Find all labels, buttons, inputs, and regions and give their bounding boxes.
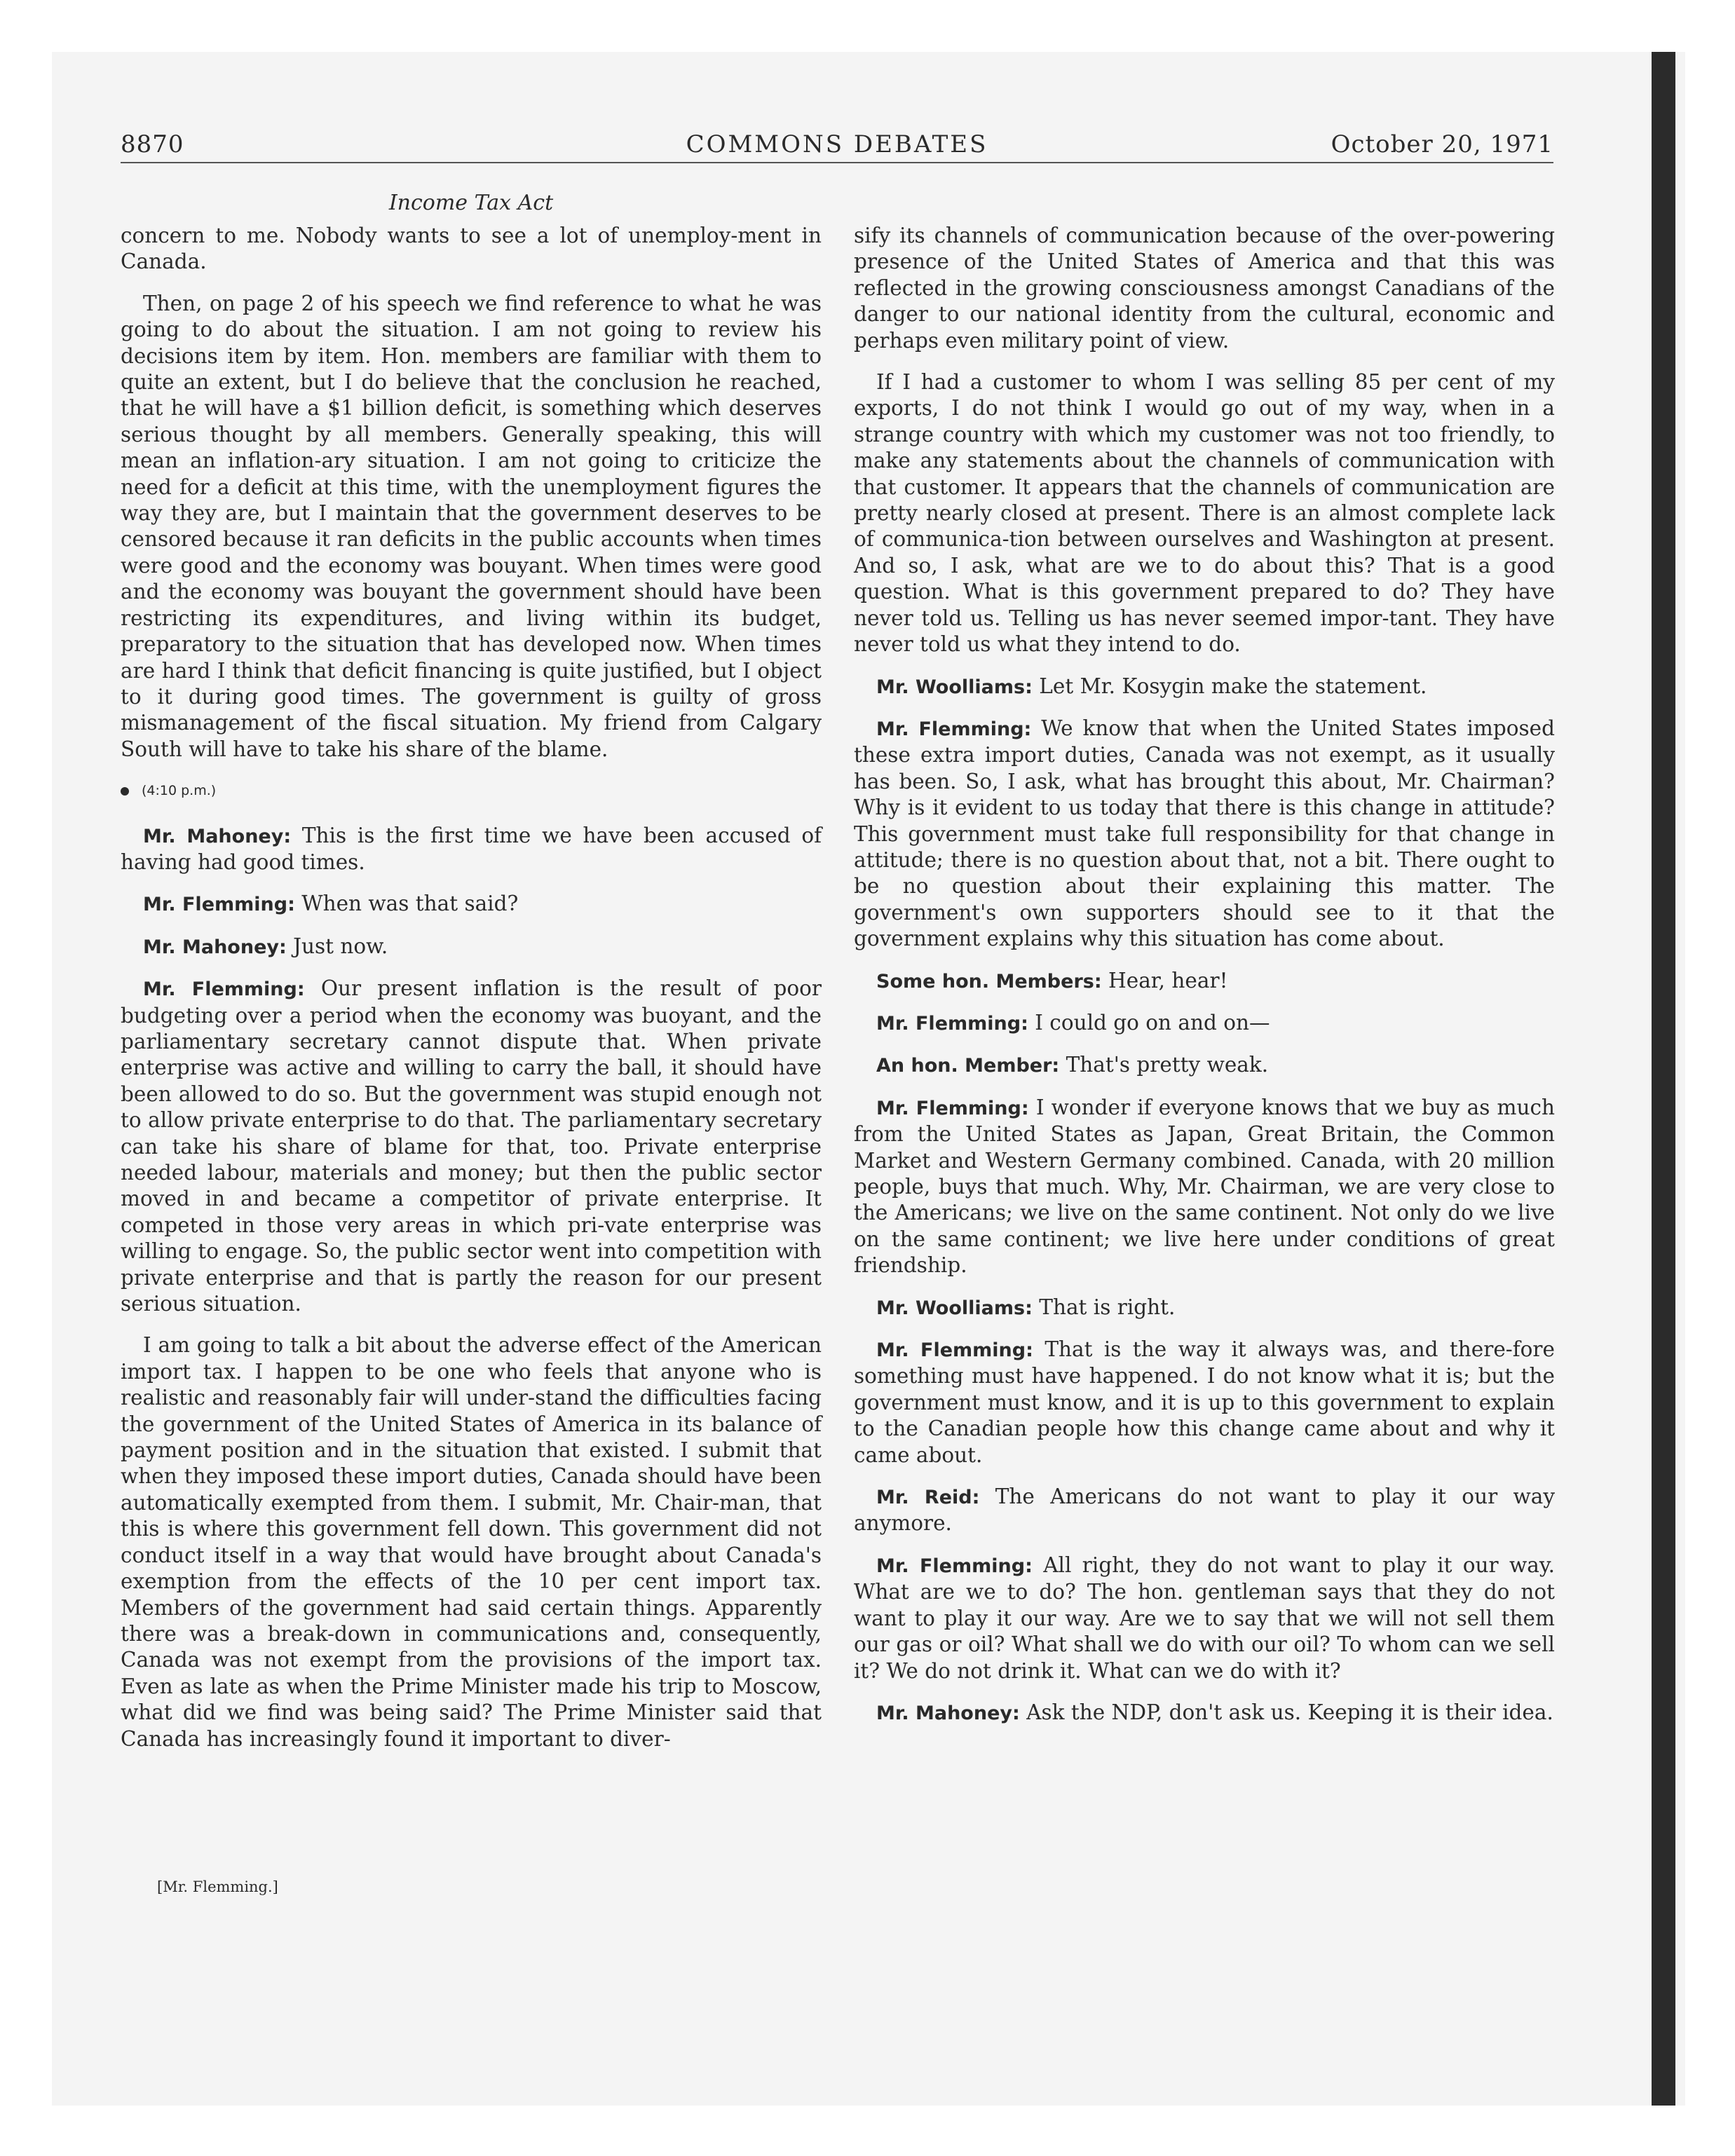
speaker-name: Some hon. Members: <box>876 970 1102 992</box>
speaker-name: Mr. Flemming: <box>876 718 1032 740</box>
time-stamp: (4:10 p.m.) <box>142 783 217 799</box>
speech <box>854 1337 1555 1468</box>
paragraph: If I had a customer to whom I was selling 85 per cent of my exports, I do not think I would go out of my way, when in a strange country with which my customer was not too friendly, to make any statements about the channels of communication with that customer. It appears that the channels of communication are pretty nearly closed at present. There is an almost complete lack of communica-tion between ourselves and Washington at present. And so, I ask, what are we to do about this? That is a good question. What is this government prepared to do? They have never told us. Telling us has never seemed impor-tant. They have never told us what they intend to do. <box>854 370 1555 657</box>
left-column <box>121 223 822 1768</box>
speaker-name: Mr. Mahoney: <box>876 1702 1020 1724</box>
scan-edge-shadow <box>1652 52 1675 2106</box>
speech <box>854 674 1555 700</box>
speech-text: Just now. <box>293 934 388 958</box>
bullet-icon <box>121 787 129 796</box>
speech <box>854 1295 1555 1321</box>
speaker-name: Mr. Flemming: <box>876 1097 1029 1119</box>
speech <box>854 1553 1555 1684</box>
publication-title: COMMONS DEBATES <box>686 130 988 158</box>
paragraph: concern to me. Nobody wants to see a lot of unemploy-ment in Canada. <box>121 224 822 274</box>
speaker-name: Mr. Flemming: <box>143 978 305 1001</box>
speech <box>854 968 1555 995</box>
speaker-name: Mr. Flemming: <box>143 894 295 916</box>
speech-text: That is the way it always was, and there-fore something must have happened. I do not know what it is; but the government must know, and it is up to this government to explain to the Canadian people how this change came about and why it came about. <box>854 1337 1555 1467</box>
speaker-name: Mr. Mahoney: <box>143 825 292 847</box>
speech <box>854 1052 1555 1079</box>
speaker-name: Mr. Flemming: <box>876 1339 1033 1362</box>
paragraph: sify its channels of communication because of the over-powering presence of the United States of America and that this was reflected in the growing consciousness amongst Canadians of the danger to our national identity from the cultural, economic and perhaps even military point of view. <box>854 224 1555 353</box>
speech-text: We know that when the United States imposed these extra import duties, Canada was not exempt, as it usually has been. So, I ask, what has brought this about, Mr. Chairman? Why is it evident to us today that there is this change in attitude? This government must take full responsibility for that change in attitude; there is no question about that, not a bit. There ought to be no question about their explaining this matter. The government's own supporters should see to it that the government explains why this situation has come about. <box>854 716 1555 951</box>
speech-text: This is the first time we have been accused of having had good times. <box>121 823 822 874</box>
page-number: 8870 <box>121 130 184 158</box>
speech-text: When was that said? <box>301 892 519 916</box>
speaker-name: Mr. Reid: <box>876 1487 980 1509</box>
speech <box>854 1484 1555 1537</box>
speech <box>854 716 1555 953</box>
time-marker <box>121 778 822 804</box>
running-title: Income Tax Act <box>388 191 554 215</box>
speech <box>121 976 822 1317</box>
speech <box>854 1700 1555 1726</box>
paragraph: Then, on page 2 of his speech we find reference to what he was going to do about the situation. I am not going to review his decisions item by item. Hon. members are familiar with them to quite an extent, but I do believe that the conclusion he reached, that he will have a $1 billion deficit, is something which deserves serious thought by all members. Generally speaking, this will mean an inflation-ary situation. I am not going to criticize the need for a deficit at this time, with the unemployment figures the way they are, but I maintain that the government deserves to be censored because it ran deficits in the public accounts when times were good and the economy was bouyant. When times were good and the economy was bouyant the government should have been restricting its expenditures, and living within its budget, preparatory to the situation that has developed now. When times are hard I think that deficit financing is quite justified, but I object to it during good times. The government is guilty of gross mismanagement of the fiscal situation. My friend from Calgary South will have to take his share of the blame. <box>121 291 822 761</box>
speech <box>121 891 822 917</box>
speech-text: That is right. <box>1039 1295 1176 1319</box>
speech-text: Let Mr. Kosygin make the statement. <box>1039 674 1427 698</box>
speech-text: I wonder if everyone knows that we buy as much from the United States as Japan, Great Britain, the Common Market and Western Germany combined. Canada, with 20 million people, buys that much. Why, Mr. Chairman, we are very close to the Americans; we live on the same continent. Not only do we live on the same continent; we live here under conditions of great friendship. <box>854 1095 1555 1278</box>
speech <box>854 1010 1555 1037</box>
speech <box>121 823 822 876</box>
page-date: October 20, 1971 <box>1331 130 1553 158</box>
speaker-name: Mr. Flemming: <box>876 1012 1028 1035</box>
speech-text: That's pretty weak. <box>1066 1053 1269 1077</box>
speaker-name: An hon. Member: <box>876 1055 1060 1077</box>
speech-text: All right, they do not want to play it our way. What are we to do? The hon. gentleman says that they do not want to play it our way. Are we to say that we will not sell them our gas or oil? What shall we do with our oil? To whom can we sell it? We do not drink it. What can we do with it? <box>854 1553 1555 1683</box>
speech-text: Our present inflation is the result of poor budgeting over a period when the economy was buoyant, and the parliamentary secretary cannot dispute that. When private enterprise was active and willing to carry the ball, it should have been allowed to do so. But the government was stupid enough not to allow private enterprise to do that. The parliamentary secretary can take his share of blame for that, too. Private enterprise needed labour, materials and money; but then the public sector moved in and became a competitor of private enterprise. It competed in those very areas in which pri-vate enterprise was willing to engage. So, the public sector went into competition with private enterprise and that is partly the reason for our present serious situation. <box>121 976 822 1316</box>
speech <box>121 934 822 960</box>
speech-text: I could go on and on— <box>1035 1010 1270 1035</box>
header-rule <box>121 162 1553 163</box>
page-header <box>121 126 1553 165</box>
speech-text: Hear, hear! <box>1108 968 1228 992</box>
speaker-attribution: [Mr. Flemming.] <box>157 1878 278 1895</box>
speaker-name: Mr. Woolliams: <box>876 676 1033 698</box>
speech <box>854 1095 1555 1279</box>
speech-text: Ask the NDP, don't ask us. Keeping it is their idea. <box>1026 1700 1553 1724</box>
speaker-name: Mr. Flemming: <box>876 1555 1033 1577</box>
speaker-name: Mr. Mahoney: <box>143 936 287 958</box>
speech-text: The Americans do not want to play it our way anymore. <box>854 1485 1555 1536</box>
paragraph: I am going to talk a bit about the adverse effect of the American import tax. I happen to be one who feels that anyone who is realistic and reasonably fair will under-stand the difficulties facing the government of the United States of America in its balance of payment position and in the situation that existed. I submit that when they imposed these import duties, Canada should have been automatically exempted from them. I submit, Mr. Chair-man, that this is where this government fell down. This government did not conduct itself in a way that would have brought about Canada's exemption from the effects of the 10 per cent import tax. Members of the government had said certain things. Apparently there was a break-down in communications and, consequently, Canada was not exempt from the provisions of the import tax. Even as late as when the Prime Minister made his trip to Moscow, what did we find was being said? The Prime Minister said that Canada has increasingly found it important to diver- <box>121 1333 822 1751</box>
right-column <box>854 223 1555 1742</box>
speaker-name: Mr. Woolliams: <box>876 1297 1033 1319</box>
